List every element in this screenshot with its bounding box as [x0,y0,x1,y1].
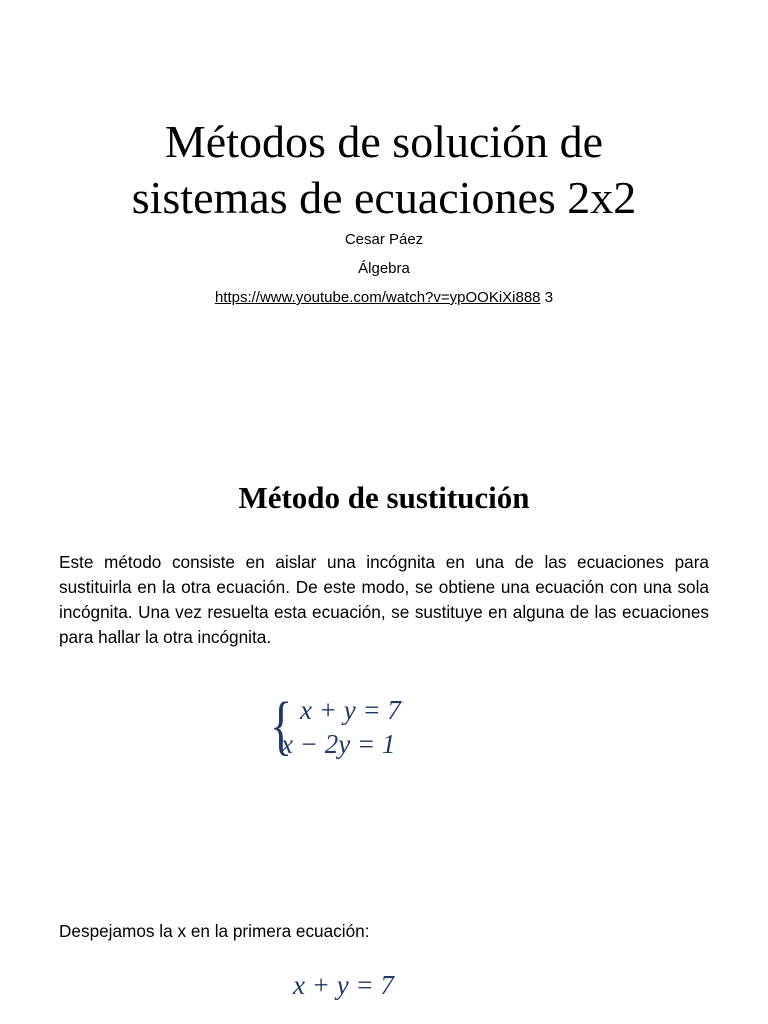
system-brace: { [270,689,293,762]
link-suffix: 3 [544,289,554,306]
equation-system [270,689,500,769]
system-equation-1: x + y = 7 [300,695,401,725]
title-line-1: Métodos de solución de [164,116,604,167]
source-link-line [0,288,768,308]
step-equation: x + y = 7 [293,970,394,1000]
subject-name: Álgebra [358,260,410,277]
document-title [0,114,768,226]
author-name: Cesar Páez [344,231,424,248]
step-instruction: Despejamos la x en la primera ecuación: [59,921,370,941]
system-equation-2: x − 2y = 1 [281,729,396,759]
method-description: Este método consiste en aislar una incógnita en una de las ecuaciones para sustituirla en la otra ecuación. De este modo, se obtiene una ecuación con una sola incógnita. Una vez resuelta esta ecuación, se sustituye en alguna de las ecuaciones para hallar la otra incógnita. [59,552,709,647]
youtube-link[interactable]: https://www.youtube.com/watch?v=ypOOKiXi888 [214,289,541,306]
title-line-2: sistemas de ecuaciones 2x2 [131,172,637,223]
section-heading: Método de sustitución [238,480,530,515]
